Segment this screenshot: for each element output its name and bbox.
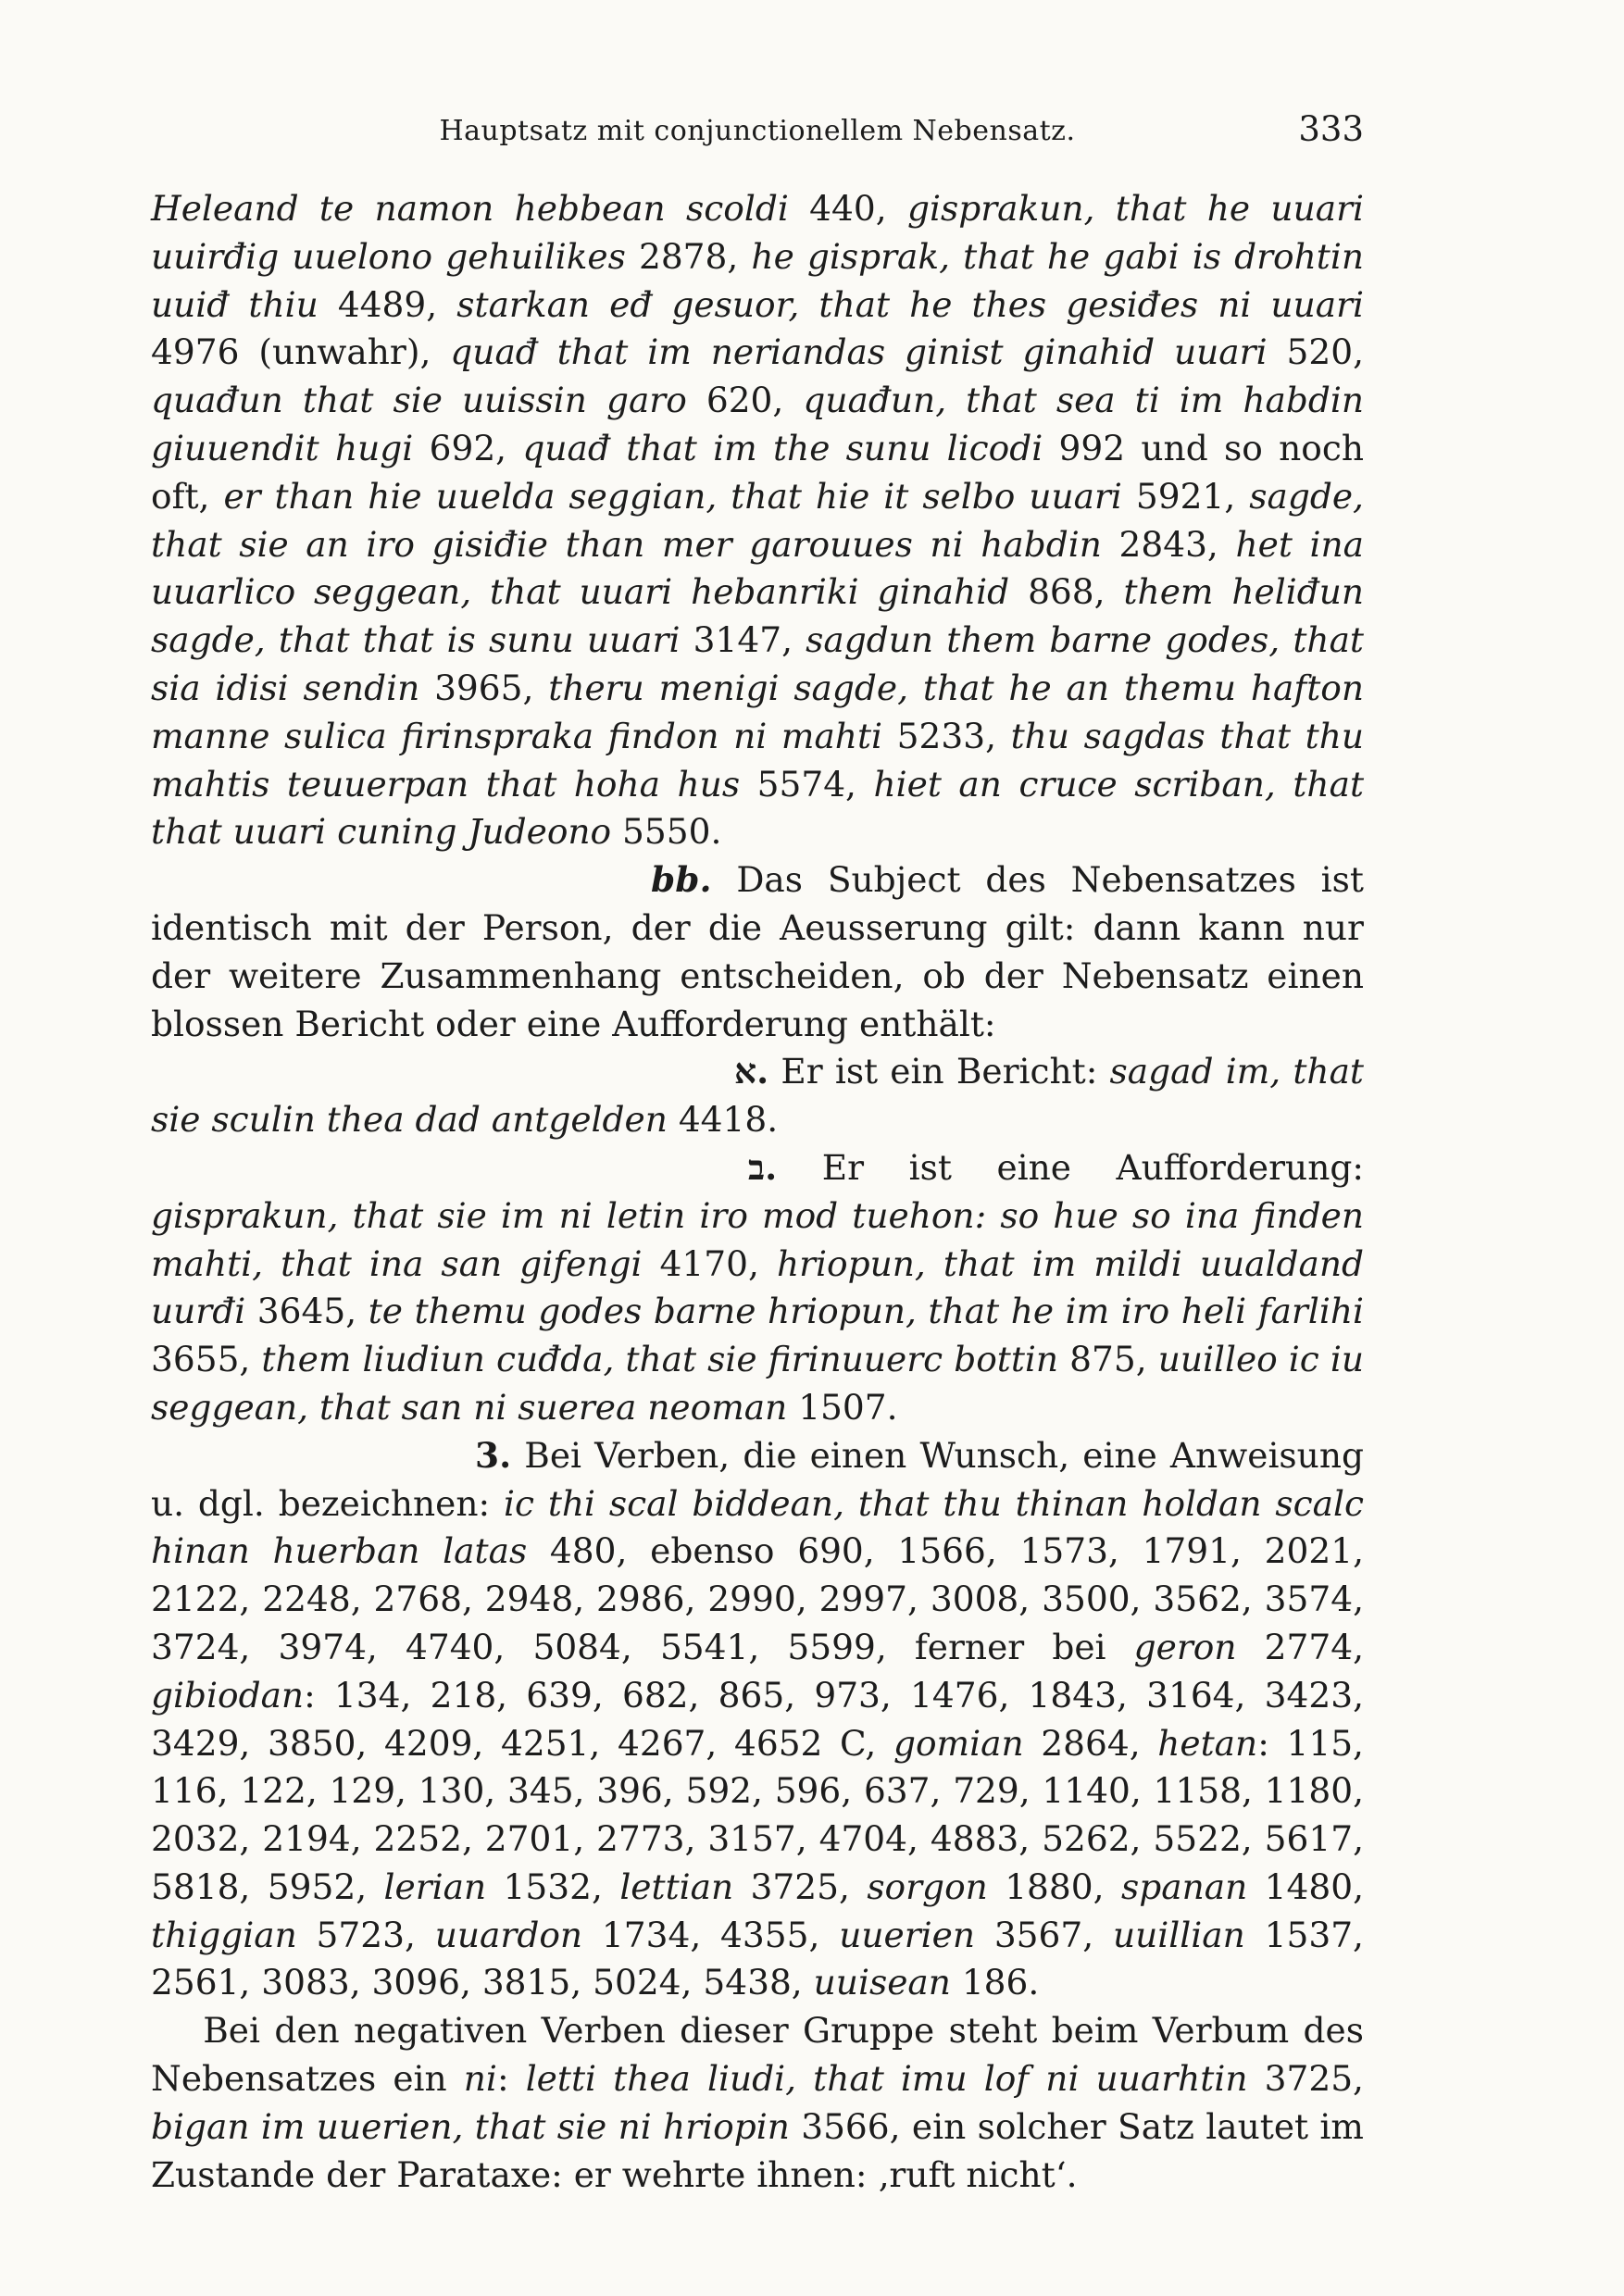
italic-text-run: thu sagdas that thu mahtis teuuerpan that hoha hus (151, 715, 1365, 805)
text-run: 5550. (611, 811, 722, 853)
text-run: 992 und so noch oft, (151, 427, 1364, 517)
text-run: : 134, 218, 639, 682, 865, 973, 1476, 1843, 3164, 3423, 3429, 3850, 4209, 4251, 4267, 4652 C, (151, 1674, 1364, 1764)
running-title: Hauptsatz mit conjunctionellem Nebensatz. (439, 115, 1076, 147)
text-run: 3655, (151, 1339, 262, 1380)
italic-text-run: hriopun, that im mildi uualdand uurđi (151, 1242, 1364, 1332)
paragraph-beth-request (151, 1144, 1364, 1432)
text-run: : 115, 116, 122, 129, 130, 345, 396, 592, 596, 637, 729, 1140, 1158, 1180, 2032, 2194, 2252, 2701, 2773, 3157, 4704, 4883, 5262, 5522, 5617, 5818, 5952, (151, 1722, 1364, 1907)
italic-text-run: uuillian (1113, 1914, 1245, 1955)
italic-text-run: lerian (383, 1866, 487, 1907)
italic-text-run: geron (1133, 1626, 1237, 1667)
italic-text-run: gomian (893, 1722, 1024, 1764)
italic-text-run: ni (463, 2058, 497, 2100)
italic-text-run: er than hie uuelda seggian, that hie it selbo uuari (223, 475, 1122, 517)
text-run: 5723, (296, 1914, 435, 1955)
italic-text-run: letti thea liudi, that imu lof ni uuarhtin (525, 2058, 1248, 2100)
text-run: 2843, (1101, 523, 1236, 565)
italic-text-run: gisprakun, that sie im ni letin iro mod tuehon: so hue so ina finden mahti, that ina san gifengi (151, 1194, 1364, 1284)
paragraph-aleph-report (151, 1048, 1364, 1144)
text-run: 5921, (1121, 475, 1250, 517)
text-run: Er ist ein Bericht: (768, 1051, 1110, 1092)
text-run: Er ist eine Aufforderung: (777, 1146, 1364, 1188)
text-run: 3147, (680, 619, 806, 661)
italic-text-run: te themu godes barne hriopun, that he im iro heli farlihi (368, 1291, 1364, 1332)
italic-text-run: hiet an cruce scriban, that that uuari cuning Judeono (151, 763, 1365, 853)
italic-text-run: ic thi scal biddean, that thu thinan holdan scalc hinan huerban latas (151, 1482, 1364, 1572)
italic-text-run: he gisprak, that he gabi is drohtin uuiđ thiu (151, 235, 1364, 325)
italic-text-run: gibiodan (151, 1674, 305, 1716)
text-run: 440, (788, 188, 907, 229)
section-marker: 3. (475, 1434, 512, 1476)
text-run: Das Subject des Nebensatzes ist identisch mit der Person, der die Aeusserung gilt: dann kann nur der weitere Zusammenhang entscheiden, ob der Nebensatz einen blossen Bericht oder eine Aufforderung enthält: (151, 859, 1364, 1044)
text-run: 480, ebenso 690, 1566, 1573, 1791, 2021, 2122, 2248, 2768, 2948, 2986, 2990, 2997, 3008, 3500, 3562, 3574, 3724, 3974, 4740, 5084, 5541, 5599, ferner bei (151, 1530, 1364, 1667)
italic-text-run: quađ that im neriandas ginist ginahid uuari (450, 331, 1268, 373)
text-run: 2878, (625, 235, 752, 277)
text-run: 3965, (419, 667, 549, 708)
text-run: 4489, (318, 283, 457, 325)
italic-text-run: them heliđun sagde, that that is sunu uuari (151, 571, 1365, 661)
italic-text-run: quađun, that sea ti im habdin giuuendit hugi (151, 380, 1364, 468)
text-run: 520, (1267, 331, 1365, 373)
italic-text-run: sorgon (867, 1866, 988, 1907)
italic-text-run: starkan eđ gesuor, that he thes gesiđes ni uuari (456, 283, 1364, 325)
text-run: 3725, (1247, 2058, 1364, 2100)
italic-text-run: gisprakun, that he uuari uuirđig uuelono gehuilikes (151, 188, 1365, 277)
text-run: 4418. (667, 1099, 779, 1141)
italic-text-run: hetan (1157, 1722, 1258, 1764)
text-run: 2774, (1236, 1626, 1365, 1667)
text-run: 1537, 2561, 3083, 3096, 3815, 5024, 5438, (151, 1914, 1364, 2003)
text-run: 3567, (975, 1914, 1113, 1955)
section-marker: ב. (748, 1146, 778, 1188)
italic-text-run: sagdun them barne godes, that sia idisi sendin (151, 619, 1365, 708)
text-run: Bei Verben, die einen Wunsch, eine Anweisung u. dgl. bezeichnen: (151, 1434, 1364, 1524)
text-run: 4976 (unwahr), (151, 331, 451, 373)
text-run: 1734, 4355, (582, 1914, 840, 1955)
text-run: 1480, (1247, 1866, 1365, 1907)
italic-text-run: uuisean (813, 1962, 951, 2003)
italic-text-run: uuardon (434, 1914, 583, 1955)
text-run: 4170, (642, 1242, 777, 1284)
text-run: Bei den negativen Verben dieser Gruppe steht beim Verbum des Nebensatzes ein (151, 2010, 1364, 2100)
paragraph-negative-verbs (151, 2007, 1364, 2199)
page-body (151, 185, 1364, 2199)
text-run: 875, (1058, 1339, 1158, 1380)
italic-text-run: Heleand te namon hebbean scoldi (151, 188, 789, 229)
paragraph-3-verbs-of-wish (151, 1432, 1364, 2008)
text-run: 3566, ein solcher Satz lautet im Zustande der Parataxe: er wehrte ihnen: ‚ruft nicht‘. (151, 2105, 1364, 2195)
text-run: 3645, (245, 1291, 369, 1332)
text-run: 5574, (740, 763, 874, 805)
italic-text-run: sagad im, that sie sculin thea dad antgelden (151, 1051, 1364, 1141)
text-run: 1880, (987, 1866, 1121, 1907)
italic-text-run: sagde, that sie an iro gisiđie than mer garouues ni habdin (151, 475, 1364, 565)
page-header (151, 109, 1364, 156)
italic-text-run: uuilleo ic iu seggean, that san ni suerea neoman (151, 1339, 1364, 1428)
italic-text-run: quađ that im the sunu licodi (522, 427, 1043, 468)
text-run: 1532, (486, 1866, 620, 1907)
section-marker: bb. (651, 859, 712, 901)
italic-text-run: het ina uuarlico seggean, that uuari hebanriki ginahid (151, 523, 1364, 613)
italic-text-run: quađun that sie uuissin garo (151, 380, 687, 421)
italic-text-run: lettian (619, 1866, 734, 1907)
italic-text-run: them liudiun cuđda, that sie firinuuerc bottin (261, 1339, 1059, 1380)
page-number: 333 (1298, 109, 1364, 149)
text-run: 620, (686, 380, 804, 421)
italic-text-run: thiggian (151, 1914, 297, 1955)
text-run: : (496, 2058, 526, 2100)
text-run: 1507. (787, 1386, 898, 1428)
italic-text-run: spanan (1120, 1866, 1248, 1907)
text-run: 5233, (882, 715, 1011, 756)
paragraph-bb-subject-identical (151, 856, 1364, 1048)
text-run: 2864, (1023, 1722, 1158, 1764)
text-run: 692, (413, 427, 523, 468)
paragraph-verbs-of-saying (151, 185, 1364, 856)
text-run: 186. (950, 1962, 1040, 2003)
italic-text-run: uuerien (839, 1914, 975, 1955)
text-run: 3725, (733, 1866, 868, 1907)
section-marker: א. (734, 1051, 769, 1092)
italic-text-run: theru menigi sagde, that he an themu hafton manne sulica firinspraka findon ni mahti (151, 667, 1365, 756)
italic-text-run: bigan im uuerien, that sie ni hriopin (151, 2105, 790, 2147)
text-run: 868, (1009, 571, 1124, 613)
